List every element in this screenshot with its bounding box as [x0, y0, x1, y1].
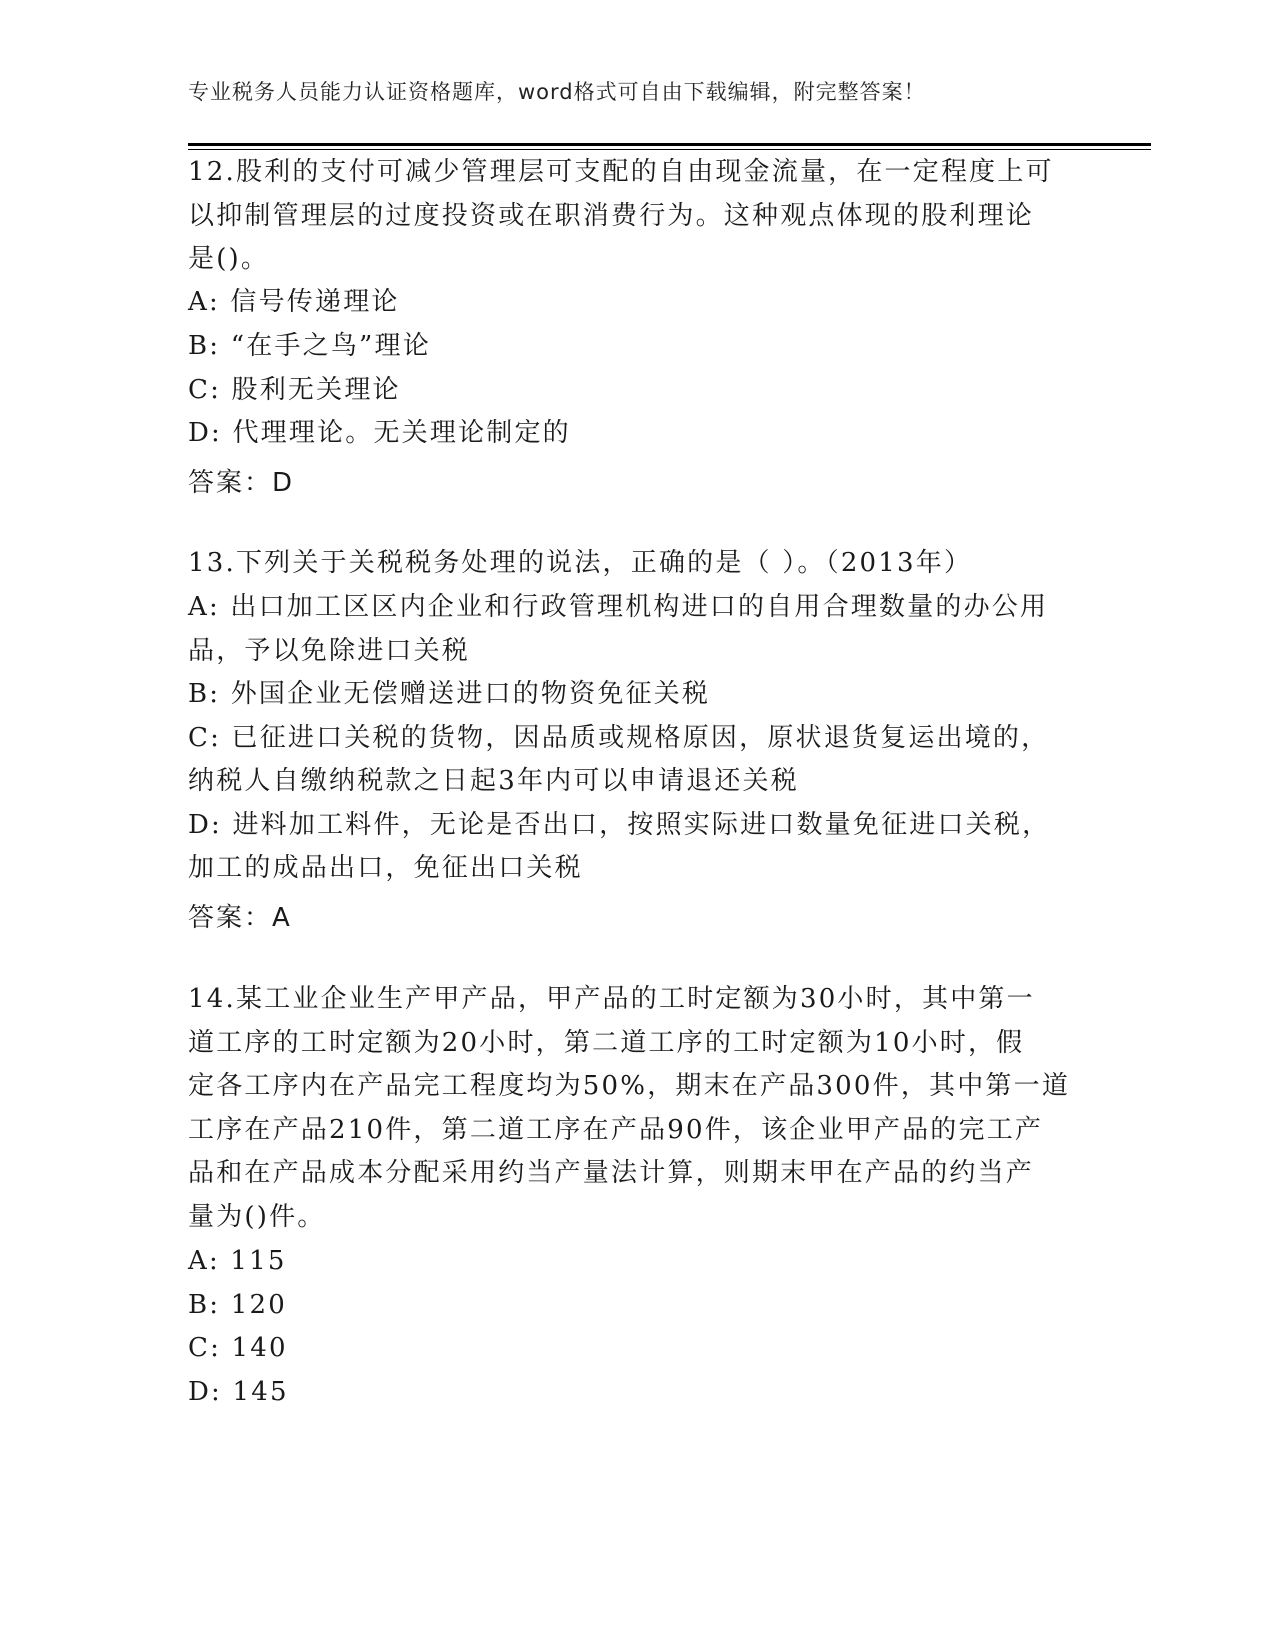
q12-stem-line: 是()。 — [188, 244, 270, 274]
q14-stem-line: 道工序的工时定额为20小时，第二道工序的工时定额为10小时，假 — [188, 1028, 1025, 1058]
q14-option-a: A: 115 — [188, 1246, 287, 1276]
q12-option-b: B: “在手之鸟”理论 — [188, 331, 431, 361]
q13-answer: 答案：A — [188, 903, 292, 933]
q14-stem-line: 工序在产品210件，第二道工序在产品90件，该企业甲产品的完工产 — [188, 1115, 1044, 1145]
q13-stem-line: 13.下列关于关税税务处理的说法，正确的是（ ）。（2013年） — [188, 548, 973, 578]
q14-stem-line: 品和在产品成本分配采用约当产量法计算，则期末甲在产品的约当产 — [188, 1158, 1035, 1188]
header-rule-thin — [188, 149, 1151, 150]
q12-answer: 答案：D — [188, 468, 295, 498]
q14-stem-line: 定各工序内在产品完工程度均为50%，期末在产品300件，其中第一道 — [188, 1071, 1071, 1101]
q12-option-d: D: 代理理论。无关理论制定的 — [188, 418, 571, 448]
header-rule-thick — [188, 143, 1151, 146]
q13-option-c: C: 已征进口关税的货物，因品质或规格原因，原状退货复运出境的， — [188, 723, 1050, 753]
q13-option-d: D: 进料加工料件，无论是否出口，按照实际进口数量免征进口关税， — [188, 810, 1051, 840]
q12-option-c: C: 股利无关理论 — [188, 375, 401, 405]
q13-option-a: A: 出口加工区区内企业和行政管理机构进口的自用合理数量的办公用 — [188, 592, 1049, 622]
q13-option-b: B: 外国企业无偿赠送进口的物资免征关税 — [188, 679, 711, 709]
q14-option-b: B: 120 — [188, 1290, 287, 1320]
q14-stem-line: 量为()件。 — [188, 1202, 326, 1232]
page-header: 专业税务人员能力认证资格题库，word格式可自由下载编辑，附完整答案！ — [188, 80, 926, 104]
q14-option-c: C: 140 — [188, 1333, 288, 1363]
q12-stem-line: 12.股利的支付可减少管理层可支配的自由现金流量，在一定程度上可 — [188, 157, 1054, 187]
q13-option-d-cont: 加工的成品出口，免征出口关税 — [188, 853, 583, 883]
q13-option-a-cont: 品，予以免除进口关税 — [188, 636, 471, 666]
q12-option-a: A: 信号传递理论 — [188, 287, 400, 317]
q12-stem-line: 以抑制管理层的过度投资或在职消费行为。这种观点体现的股利理论 — [188, 201, 1035, 231]
q14-stem-line: 14.某工业企业生产甲产品，甲产品的工时定额为30小时，其中第一 — [188, 984, 1035, 1014]
q13-option-c-cont: 纳税人自缴纳税款之日起3年内可以申请退还关税 — [188, 766, 799, 796]
q14-option-d: D: 145 — [188, 1377, 289, 1407]
